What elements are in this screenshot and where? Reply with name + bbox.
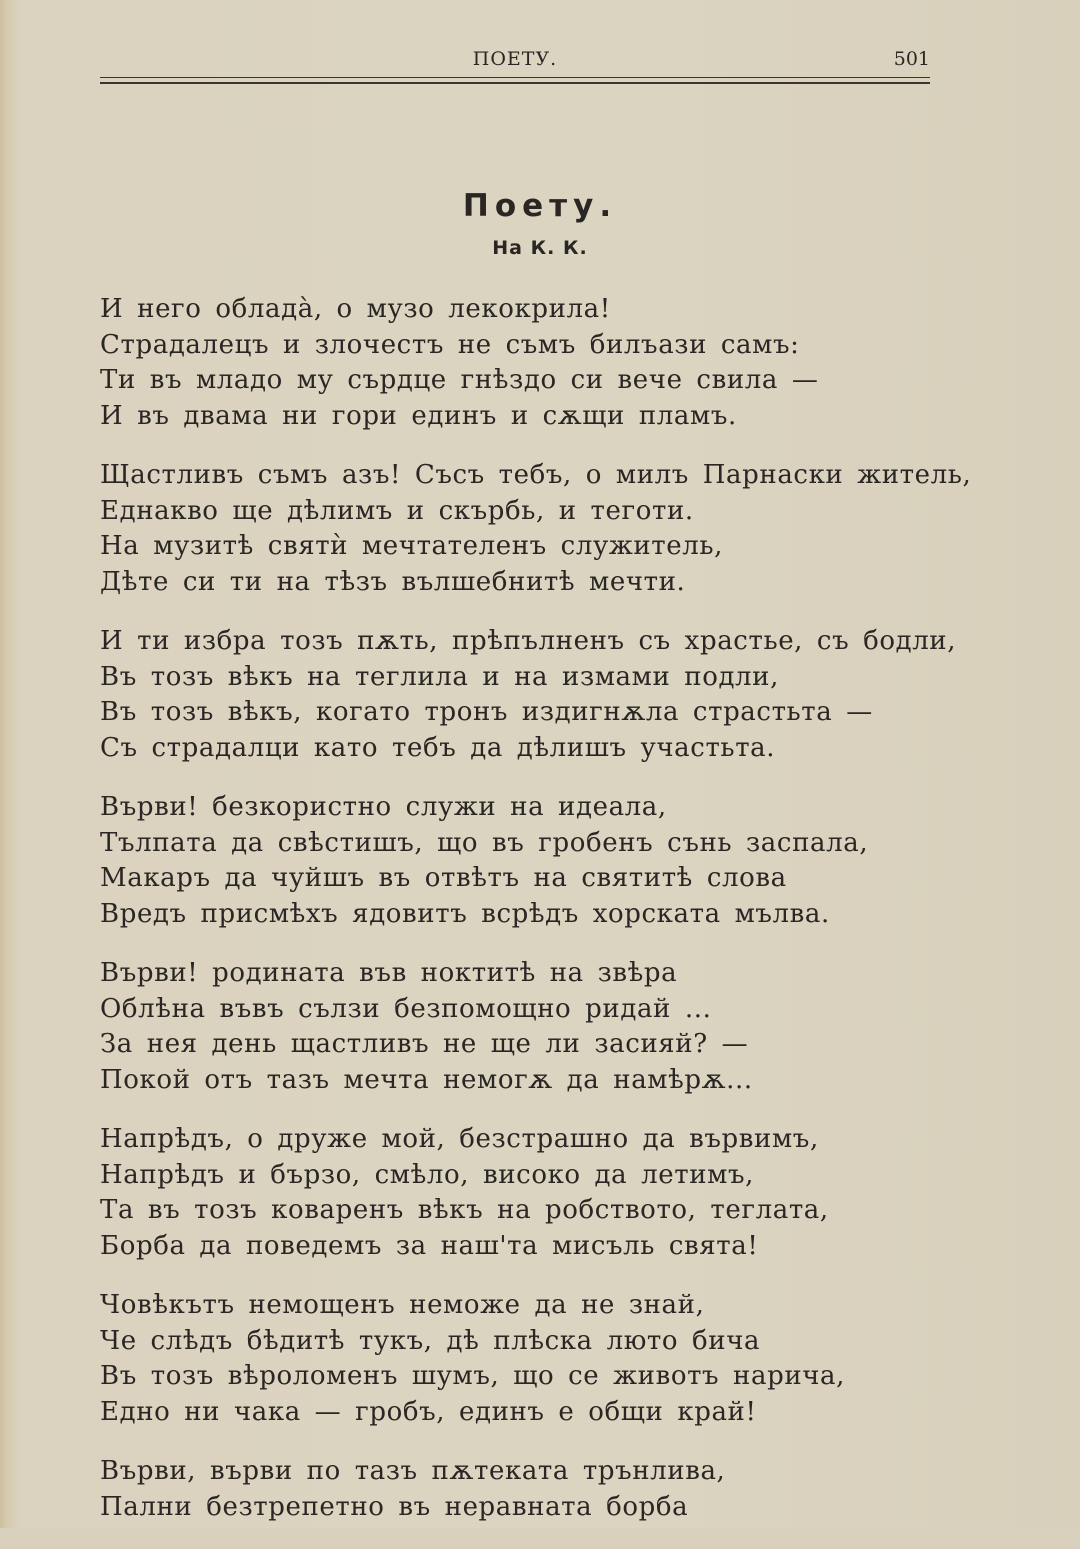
verse-line: Дѣте си ти на тѣзъ вълшебнитѣ мечти. xyxy=(100,566,686,597)
verse-line: Напрѣдъ, о друже мой, безстрашно да вървимъ, xyxy=(100,1124,819,1154)
verse-line: И него обладà, о музо лекокрила! xyxy=(100,294,611,324)
verse-line: Съ страдалци като тебъ да дѣлишъ участьта. xyxy=(100,732,776,763)
stanza xyxy=(100,1288,960,1430)
verse-line: Покой отъ тазъ мечта немогѫ да намѣрѫ... xyxy=(100,1064,753,1095)
header-rule-thin xyxy=(100,77,930,78)
verse-line: Вредъ присмѣхъ ядовитъ всрѣдъ хорската мълва. xyxy=(100,898,830,929)
page-number: 501 xyxy=(893,48,930,70)
verse-line: Върви! безкористно служи на идеала, xyxy=(100,792,667,822)
poem-title: Поету. xyxy=(462,188,618,224)
verse-line: Че слѣдъ бѣдитѣ тукъ, дѣ плѣска люто бича xyxy=(100,1325,761,1356)
verse-line: Едно ни чака — гробъ, единъ е общи край! xyxy=(100,1396,757,1427)
stanza xyxy=(100,458,972,600)
verse-line: За нея день щастливъ не ще ли засияй? — xyxy=(100,1029,749,1059)
stanza xyxy=(100,1454,960,1525)
verse-line: Тълпата да свѣстишъ, що въ гробенъ сънь заспала, xyxy=(100,827,869,858)
verse-line: Облѣна въвъ сълзи безпомощно ридай ... xyxy=(100,993,712,1024)
verse-line: Въ тозъ вѣроломенъ шумъ, що се животъ нарича, xyxy=(100,1361,846,1391)
verse-line: Борба да поведемъ за наш'та мисъль свята! xyxy=(100,1230,759,1261)
verse-line: Въ тозъ вѣкъ, когато тронъ издигнѫла страстьта — xyxy=(100,697,873,727)
verse-line: Пални безтрепетно въ неравната борба xyxy=(100,1491,689,1522)
verse-line: Страдалецъ и злочестъ не съмъ билъази самъ: xyxy=(100,329,800,360)
running-header xyxy=(100,44,930,74)
stanza xyxy=(100,956,960,1098)
poem-dedication: На К. К. xyxy=(492,237,588,259)
verse-line: Еднакво ще дѣлимъ и скърбь, и теготи. xyxy=(100,495,694,526)
verse-line: И ти избра тозъ пѫть, прѣпълненъ съ храстье, съ бодли, xyxy=(100,626,957,656)
stanza xyxy=(100,624,960,766)
verse-line: Върви! родината във ноктитѣ на звѣра xyxy=(100,958,678,988)
verse-line: Та въ тозъ коваренъ вѣкъ на робството, теглата, xyxy=(100,1195,829,1225)
verse-line: Щастливъ съмъ азъ! Съсъ тебъ, о милъ Парнаски житель, xyxy=(100,460,972,490)
verse-line: Върви, върви по тазъ пѫтеката трънлива, xyxy=(100,1456,726,1486)
header-rule-thick xyxy=(100,82,930,84)
poem-body xyxy=(100,292,972,1549)
stanza xyxy=(100,790,960,932)
verse-line: Ти въ младо му сърдце гнѣздо си вече свила — xyxy=(100,365,819,395)
verse-line: Човѣкътъ немощенъ неможе да не знай, xyxy=(100,1290,705,1320)
verse-line: Напрѣдъ и бързо, смѣло, високо да летимъ, xyxy=(100,1159,754,1190)
stanza xyxy=(100,292,960,434)
running-title: ПОЕТУ. xyxy=(472,48,558,70)
verse-line: Въ тозъ вѣкъ на теглила и на измами подли, xyxy=(100,661,779,692)
stanza xyxy=(100,1122,960,1264)
verse-line: Макаръ да чуйшъ въ отвѣтъ на святитѣ слова xyxy=(100,863,787,893)
verse-line: И въ двама ни гори единъ и сѫщи пламъ. xyxy=(100,400,737,431)
verse-line: На музитѣ святѝ мечтателенъ служитель, xyxy=(100,531,724,561)
